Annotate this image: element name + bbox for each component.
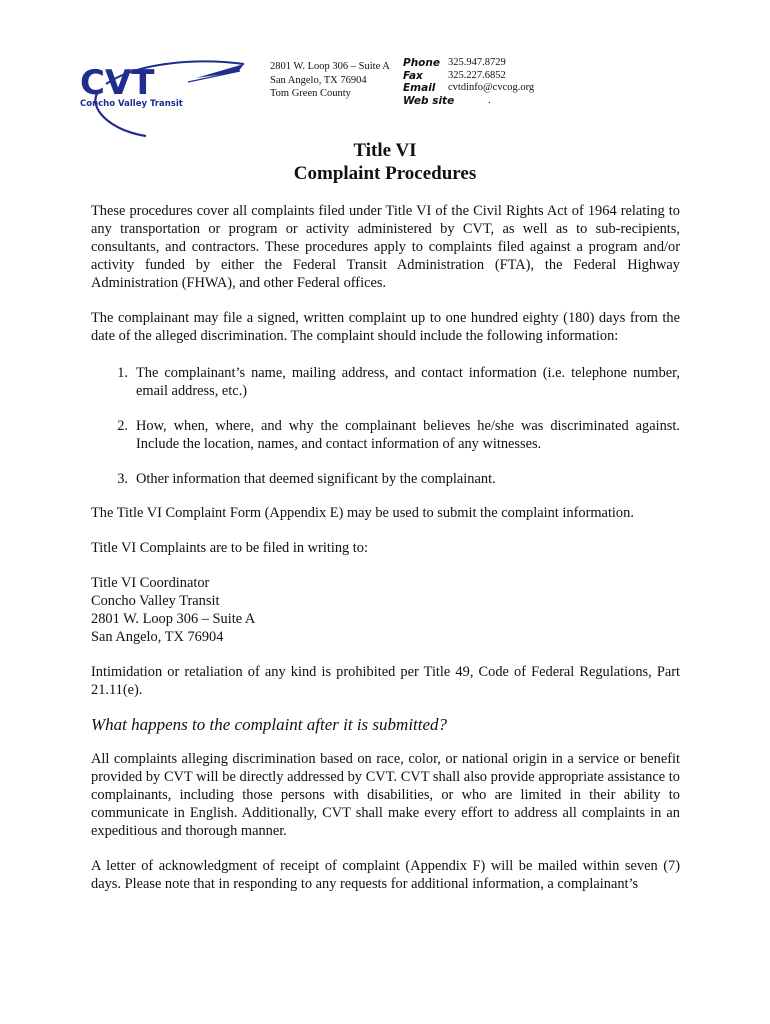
coordinator-line: San Angelo, TX 76904 [91, 629, 224, 645]
contact-value: 325.227.6852 [448, 69, 506, 81]
contact-label: Phone [403, 57, 440, 69]
contact-website [403, 95, 534, 108]
address-line: 2801 W. Loop 306 – Suite A [270, 61, 390, 72]
filed-note-paragraph: Title VI Complaints are to be filed in writing to: [91, 540, 368, 556]
logo-subtitle: Concho Valley Transit [80, 99, 183, 109]
coordinator-line: 2801 W. Loop 306 – Suite A [91, 611, 256, 627]
list-item [91, 470, 680, 488]
list-item [91, 417, 680, 453]
list-number: 1. [117, 365, 128, 381]
contact-value[interactable]: cvtdinfo@cvcog.org [448, 82, 535, 93]
list-number: 2. [117, 418, 128, 434]
header-contact [403, 57, 534, 107]
contact-fax [403, 70, 534, 83]
contact-email [403, 82, 534, 95]
list-text: Other information that deemed significant by the complainant. [136, 471, 496, 487]
document-body [91, 202, 680, 893]
complaint-intro-paragraph: The complainant may file a signed, written complaint up to one hundred eighty (180) days from the date of the alleged discrimination. The complaint should include the following information: [91, 310, 680, 344]
coordinator-address [91, 574, 680, 646]
logo-letters: CVT [80, 63, 155, 103]
coordinator-line: Concho Valley Transit [91, 593, 220, 609]
contact-phone [403, 57, 534, 70]
list-text: The complainant’s name, mailing address, and contact information (i.e. telephone number, email address, etc.) [136, 365, 680, 399]
coordinator-line: Title VI Coordinator [91, 575, 210, 591]
acknowledgment-paragraph: A letter of acknowledgment of receipt of complaint (Appendix F) will be mailed within seven (7) days. Please note that in responding to any requests for additional information, a complainant’s [91, 858, 680, 892]
intro-paragraph: These procedures cover all complaints filed under Title VI of the Civil Rights Act of 1964 relating to any transportation or program or activity administered by CVT, as well as to sub-recipients, consultants, and contractors. These procedures apply to complaints filed against a program and/or activity funded by either the Federal Transit Administration (FTA), the Federal Highway Administration (FHWA), and other Federal offices. [91, 203, 680, 291]
header-address [270, 60, 390, 101]
contact-label: Fax [403, 69, 423, 82]
contact-label: Email [403, 82, 436, 94]
contact-label: Web site [403, 94, 455, 107]
list-item [91, 364, 680, 400]
list-number: 3. [117, 471, 128, 487]
contact-value: . [488, 94, 491, 106]
required-info-list [91, 364, 680, 488]
title-line-2: Complaint Procedures [293, 163, 477, 184]
cvt-logo-graphic [78, 52, 248, 142]
contact-value: 325.947.8729 [448, 57, 506, 68]
form-note-paragraph: The Title VI Complaint Form (Appendix E) may be used to submit the complaint information. [91, 505, 634, 521]
list-text: How, when, where, and why the complainant believes he/she was discriminated against. Include the location, names, and contact information of any witnesses. [136, 418, 680, 452]
section-heading: What happens to the complaint after it is submitted? [91, 715, 448, 734]
address-line: Tom Green County [270, 88, 351, 99]
intimidation-paragraph: Intimidation or retaliation of any kind is prohibited per Title 49, Code of Federal Regulations, Part 21.11(e). [91, 664, 680, 698]
all-complaints-paragraph: All complaints alleging discrimination based on race, color, or national origin in a service or benefit provided by CVT will be directly addressed by CVT. CVT shall also provide appropriate assistance to complainants, including those persons with disabilities, or who are limited in their ability to communicate in English. Additionally, CVT shall make every effort to address all complaints in an expeditious and thorough manner. [91, 751, 680, 839]
cvt-logo [78, 52, 248, 142]
page-title [0, 139, 770, 185]
title-line-1: Title VI [353, 140, 417, 161]
address-line: San Angelo, TX 76904 [270, 74, 367, 86]
